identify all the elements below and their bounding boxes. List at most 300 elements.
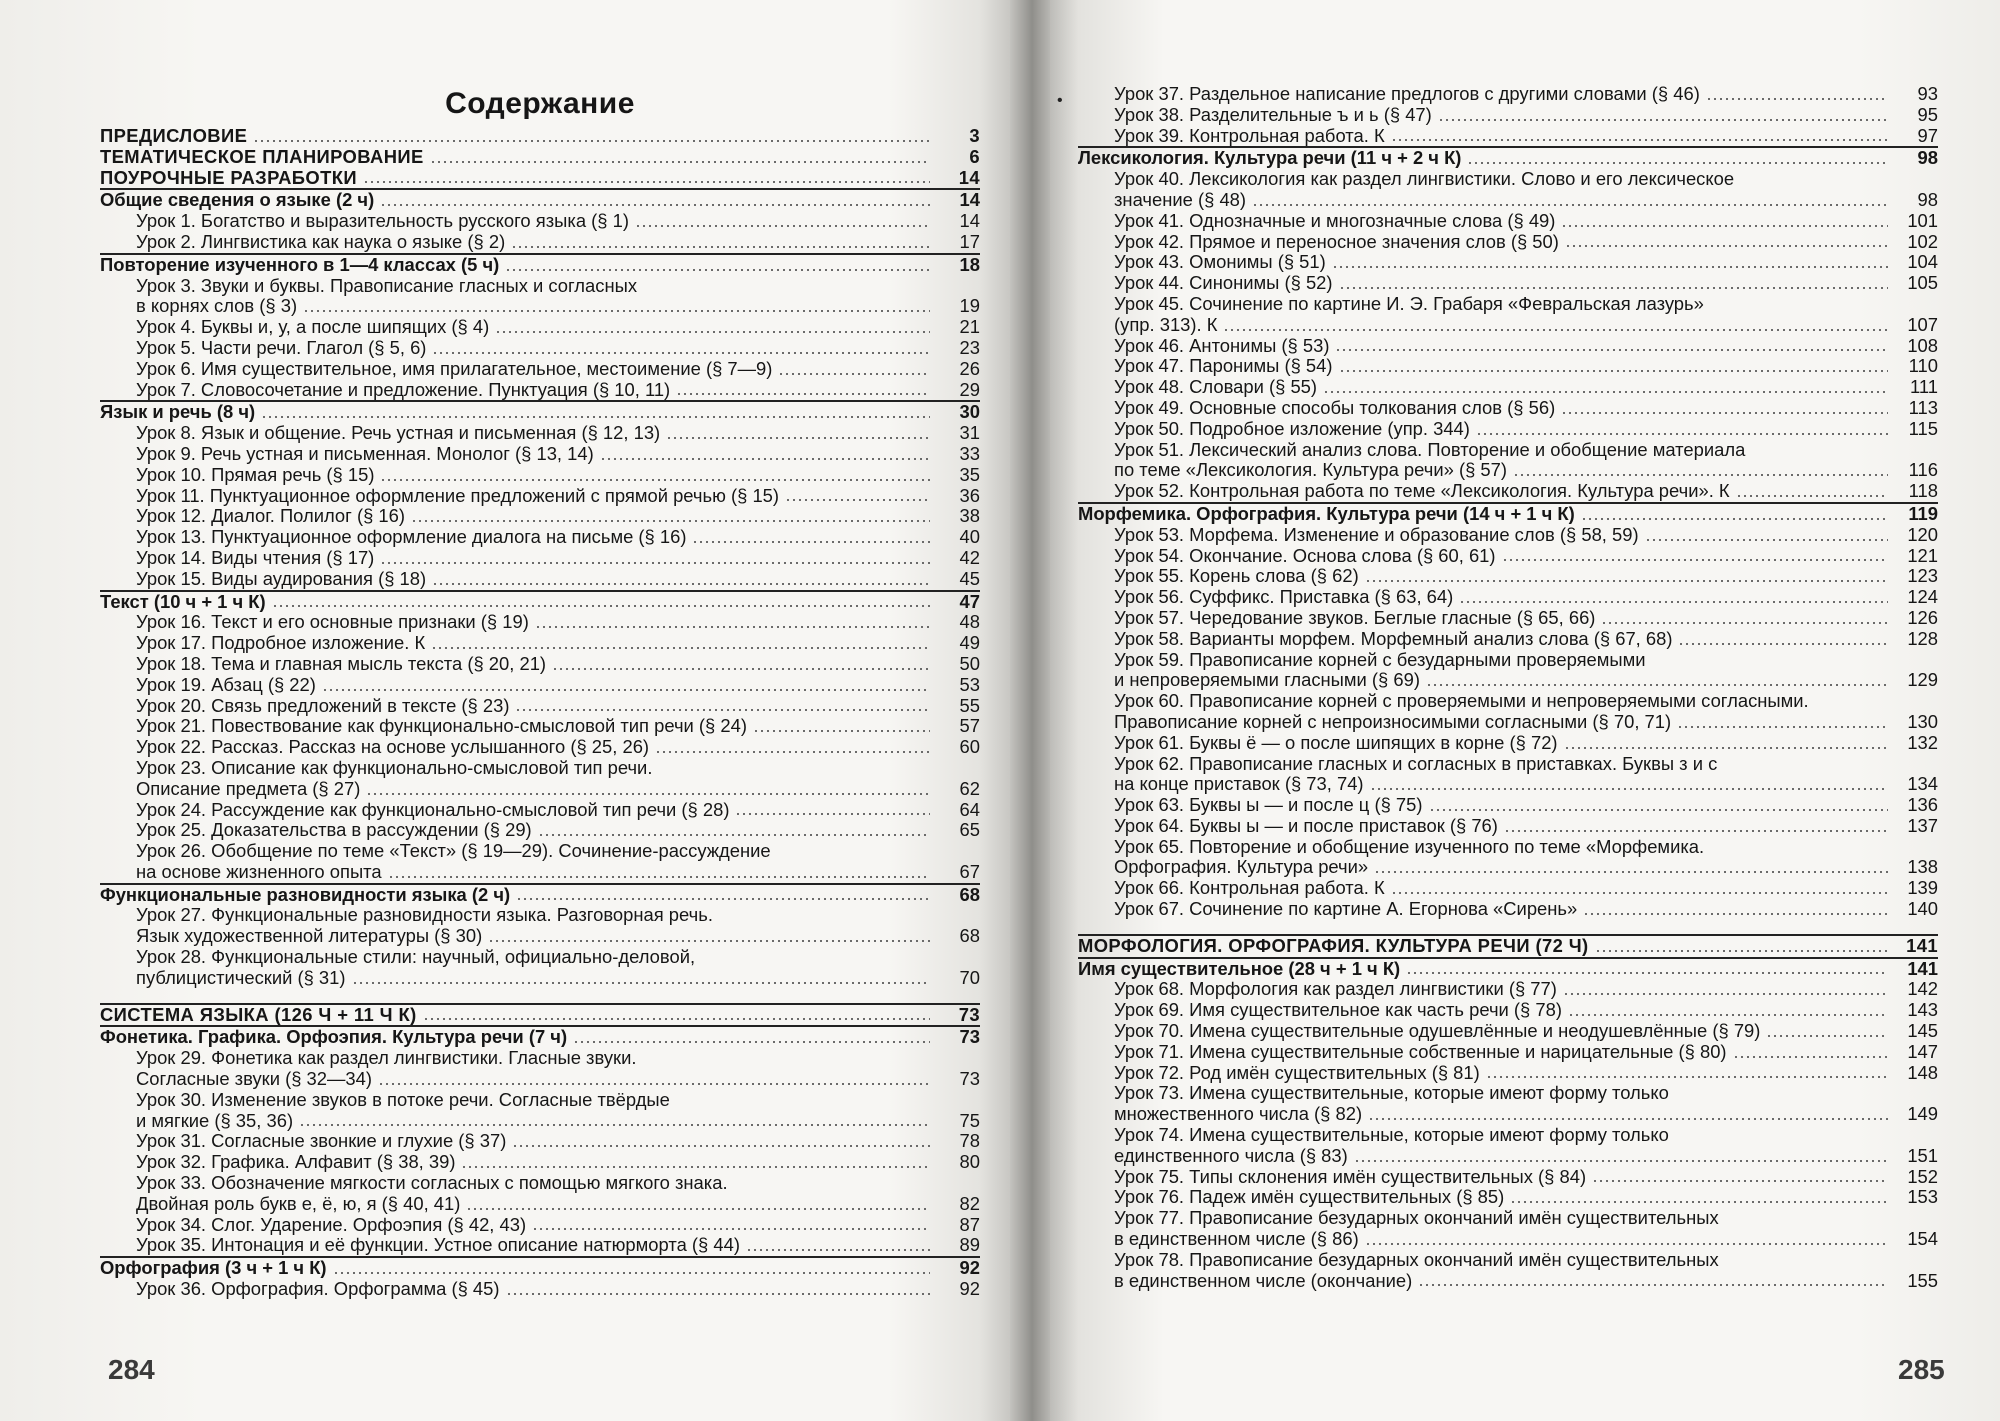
toc-entry-page: 53 xyxy=(959,673,980,695)
dot-leader xyxy=(635,216,930,228)
toc-entry-text: Урок 36. Орфография. Орфограмма (§ 45) xyxy=(136,1278,500,1300)
toc-entry-text: Имя существительное (28 ч + 1 ч К) xyxy=(1078,957,1401,979)
toc-section-heading xyxy=(100,400,980,423)
dot-leader xyxy=(1677,717,1888,729)
toc-entry-page: 152 xyxy=(1907,1165,1938,1187)
toc-entry-text: Урок 47. Паронимы (§ 54) xyxy=(1114,355,1333,377)
toc-entry xyxy=(100,486,980,507)
toc-entry xyxy=(100,1069,980,1090)
toc-entry-page: 95 xyxy=(1917,103,1938,125)
dot-leader xyxy=(719,910,930,922)
toc-entry-page: 73 xyxy=(959,1026,980,1048)
toc-entry-text: СИСТЕМА ЯЗЫКА (126 Ч + 11 Ч К) xyxy=(100,1003,417,1025)
dot-leader xyxy=(1406,963,1888,975)
toc-entry-page: 80 xyxy=(959,1151,980,1173)
toc-entry xyxy=(1078,273,1938,294)
toc-entry xyxy=(1078,1229,1938,1250)
toc-entry xyxy=(1078,1271,1938,1292)
toc-entry-text: Урок 37. Раздельное написание предлогов с другими словами (§ 46) xyxy=(1114,83,1700,104)
toc-entry-text: Урок 72. Род имён существительных (§ 81) xyxy=(1114,1061,1480,1083)
toc-entry-page: 93 xyxy=(1917,83,1938,104)
toc-entry-text: Урок 34. Слог. Ударение. Орфоэпия (§ 42, 43) xyxy=(136,1213,527,1235)
toc-entry-text: Урок 9. Речь устная и письменная. Монолог (§ 13, 14) xyxy=(136,442,594,464)
toc-entry-page: 14 xyxy=(959,189,980,211)
toc-entry xyxy=(1078,377,1938,398)
toc-entry-page: 129 xyxy=(1907,669,1938,691)
toc-entry-page: 151 xyxy=(1907,1144,1938,1166)
toc-entry-text: Орфография (3 ч + 1 ч К) xyxy=(100,1257,327,1279)
toc-entry-text: Урок 38. Разделительные ъ и ь (§ 47) xyxy=(1114,103,1432,125)
toc-entry-text: Урок 35. Интонация и её функции. Устное описание натюрморта (§ 44) xyxy=(136,1234,740,1256)
dot-leader xyxy=(1766,1026,1888,1038)
toc-entry-page: 19 xyxy=(959,295,980,317)
toc-entry-page: 40 xyxy=(959,526,980,548)
toc-entry-page: 73 xyxy=(958,1003,980,1025)
dot-leader xyxy=(535,617,930,629)
toc-entry-text: Повторение изученного в 1—4 классах (5 ч) xyxy=(100,253,500,275)
toc-entry xyxy=(100,779,980,800)
toc-entry-page: 38 xyxy=(959,505,980,527)
dot-leader xyxy=(643,280,930,292)
toc-entry-text: Урок 23. Описание как функционально-смысловой тип речи. xyxy=(136,756,653,778)
toc-entry-text: Урок 28. Функциональные стили: научный, официально-деловой, xyxy=(136,946,696,968)
toc-entry xyxy=(1078,979,1938,1000)
toc-entry-text: Урок 61. Буквы ё — о после шипящих в корне (§ 72) xyxy=(1114,731,1558,753)
dot-leader xyxy=(505,260,930,272)
toc-entry xyxy=(1078,878,1938,899)
toc-entry-page: 78 xyxy=(959,1130,980,1152)
toc-entry-page: 120 xyxy=(1907,523,1938,545)
dot-leader xyxy=(532,1219,930,1231)
toc-section-heading xyxy=(100,1003,980,1026)
toc-entry-text: Урок 43. Омонимы (§ 51) xyxy=(1114,251,1326,273)
toc-entry-text: Урок 63. Буквы ы — и после ц (§ 75) xyxy=(1114,794,1423,816)
toc-entry xyxy=(1078,356,1938,377)
toc-entry xyxy=(1078,857,1938,878)
toc-entry-text: Урок 39. Контрольная работа. К xyxy=(1114,124,1385,146)
toc-entry xyxy=(100,296,980,317)
toc-entry-page: 119 xyxy=(1908,502,1938,524)
dot-leader xyxy=(515,700,930,712)
toc-entry-text: и непроверяемыми гласными (§ 69) xyxy=(1114,669,1420,691)
toc-entry-page: 92 xyxy=(959,1278,980,1300)
toc-entry-page: 104 xyxy=(1907,251,1938,273)
dot-leader xyxy=(1486,1067,1888,1079)
dot-leader xyxy=(666,428,930,440)
toc-entry-text: Урок 4. Буквы и, у, а после шипящих (§ 4) xyxy=(136,316,490,338)
dot-leader xyxy=(692,532,930,544)
toc-entry xyxy=(1078,691,1938,712)
dot-leader xyxy=(735,804,930,816)
dot-leader xyxy=(1467,153,1888,165)
toc-entry xyxy=(1078,670,1938,691)
toc-entry-text: Орфография. Культура речи» xyxy=(1114,856,1369,878)
book-gutter xyxy=(1010,0,1050,1421)
toc-entry-text: Урок 62. Правописание гласных и согласных в приставках. Буквы з и с xyxy=(1114,752,1718,774)
toc-entry-text: Урок 55. Корень слова (§ 62) xyxy=(1114,565,1359,587)
dot-leader xyxy=(746,1240,930,1252)
toc-entry-page: 73 xyxy=(959,1068,980,1090)
dot-leader xyxy=(380,195,930,207)
toc-entry-text: Урок 14. Виды чтения (§ 17) xyxy=(136,546,375,568)
toc-entry-page: 55 xyxy=(959,694,980,716)
dot-leader xyxy=(1223,320,1888,332)
toc-entry xyxy=(100,1152,980,1173)
left-toc xyxy=(100,84,980,1300)
toc-entry xyxy=(1078,1208,1938,1229)
toc-entry-page: 89 xyxy=(959,1234,980,1256)
toc-entry-text: Урок 16. Текст и его основные признаки (§ 19) xyxy=(136,611,529,633)
toc-section-heading xyxy=(100,168,980,189)
dot-leader xyxy=(1706,89,1888,101)
toc-entry xyxy=(100,862,980,883)
dot-leader xyxy=(1391,883,1888,895)
dot-leader xyxy=(552,659,930,671)
dot-leader xyxy=(1332,257,1888,269)
section-gap xyxy=(100,989,980,1003)
dot-leader xyxy=(1561,403,1888,415)
dot-leader xyxy=(1513,465,1888,477)
dot-leader xyxy=(430,152,930,164)
toc-entry-page: 57 xyxy=(959,715,980,737)
toc-entry xyxy=(1078,712,1938,733)
toc-entry xyxy=(100,841,980,862)
toc-entry-text: Урок 19. Абзац (§ 22) xyxy=(136,673,316,695)
toc-entry-page: 155 xyxy=(1907,1269,1938,1291)
toc-entry xyxy=(1078,440,1938,461)
toc-entry-page: 70 xyxy=(959,966,980,988)
toc-entry xyxy=(1078,232,1938,253)
toc-entry-text: Урок 77. Правописание безударных окончаний имён существительных xyxy=(1114,1207,1719,1229)
toc-entry-page: 154 xyxy=(1907,1228,1938,1250)
toc-entry-text: Функциональные разновидности языка (2 ч) xyxy=(100,883,511,905)
dot-leader xyxy=(423,1009,930,1021)
toc-entry-text: Урок 20. Связь предложений в тексте (§ 23) xyxy=(136,694,510,716)
toc-entry-page: 87 xyxy=(959,1213,980,1235)
toc-section-heading xyxy=(100,590,980,613)
toc-entry-text: Урок 31. Согласные звонкие и глухие (§ 37) xyxy=(136,1130,507,1152)
dot-leader xyxy=(1645,530,1888,542)
toc-entry xyxy=(100,465,980,486)
toc-entry-page: 65 xyxy=(959,819,980,841)
toc-entry-text: Урок 41. Однозначные и многозначные слова (§ 49) xyxy=(1114,209,1556,231)
toc-entry-text: Урок 12. Диалог. Полилог (§ 16) xyxy=(136,505,406,527)
toc-entry xyxy=(100,317,980,338)
dot-leader xyxy=(363,172,930,184)
toc-entry-text: ПОУРОЧНЫЕ РАЗРАБОТКИ xyxy=(100,166,357,188)
toc-entry-text: по теме «Лексикология. Культура речи» (§ 57) xyxy=(1114,459,1508,481)
toc-entry xyxy=(1078,84,1938,105)
toc-entry-page: 98 xyxy=(1917,188,1938,210)
toc-entry-page: 123 xyxy=(1907,565,1938,587)
toc-entry-text: (упр. 313). К xyxy=(1114,313,1218,335)
dot-leader xyxy=(1418,1275,1888,1287)
toc-entry-page: 137 xyxy=(1907,814,1938,836)
toc-entry-text: Урок 51. Лексический анализ слова. Повторение и обобщение материала xyxy=(1114,438,1746,460)
toc-entry-page: 21 xyxy=(959,316,980,338)
toc-entry-page: 33 xyxy=(959,442,980,464)
toc-entry-text: Урок 56. Суффикс. Приставка (§ 63, 64) xyxy=(1114,586,1454,608)
toc-entry xyxy=(100,211,980,232)
toc-entry xyxy=(100,820,980,841)
toc-entry xyxy=(1078,1146,1938,1167)
dot-leader xyxy=(1652,654,1888,666)
toc-entry-page: 149 xyxy=(1907,1103,1938,1125)
toc-entry xyxy=(1078,899,1938,920)
dot-leader xyxy=(1815,696,1888,708)
toc-entry-page: 68 xyxy=(959,883,980,905)
toc-entry-text: Язык художественной литературы (§ 30) xyxy=(136,925,483,947)
dot-leader xyxy=(1564,738,1888,750)
toc-entry xyxy=(1078,754,1938,775)
dot-leader xyxy=(1725,1213,1888,1225)
toc-entry-page: 67 xyxy=(959,860,980,882)
toc-entry-page: 75 xyxy=(959,1109,980,1131)
toc-entry-page: 18 xyxy=(959,253,980,275)
dot-leader xyxy=(516,889,930,901)
toc-section-heading xyxy=(100,188,980,211)
toc-section-heading xyxy=(1078,502,1938,525)
dot-leader xyxy=(299,1115,930,1127)
toc-section-heading xyxy=(100,126,980,147)
dot-leader xyxy=(366,784,930,796)
toc-entry xyxy=(100,338,980,359)
dot-leader xyxy=(753,721,930,733)
toc-entry xyxy=(1078,1083,1938,1104)
toc-entry-text: Урок 33. Обозначение мягкости согласных с помощью мягкого знака. xyxy=(136,1172,728,1194)
dot-leader xyxy=(1323,382,1888,394)
toc-entry-text: Урок 53. Морфема. Изменение и образование слов (§ 58, 59) xyxy=(1114,523,1639,545)
dot-leader xyxy=(303,301,930,313)
toc-entry-page: 60 xyxy=(959,736,980,758)
dot-leader xyxy=(1365,571,1888,583)
toc-entry-text: Урок 57. Чередование звуков. Беглые гласные (§ 65, 66) xyxy=(1114,606,1596,628)
dot-leader xyxy=(511,237,930,249)
dot-leader xyxy=(1592,1171,1888,1183)
dot-leader xyxy=(778,364,930,376)
toc-entry xyxy=(1078,252,1938,273)
dot-leader xyxy=(676,1095,930,1107)
toc-entry-page: 6 xyxy=(969,145,980,167)
dot-leader xyxy=(380,553,930,565)
right-page-number: 285 xyxy=(1898,1354,1945,1385)
toc-entry xyxy=(1078,733,1938,754)
toc-entry xyxy=(100,654,980,675)
toc-entry-text: Урок 21. Повествование как функционально-смысловой тип речи (§ 24) xyxy=(136,715,747,737)
toc-entry-text: Урок 32. Графика. Алфавит (§ 38, 39) xyxy=(136,1151,456,1173)
toc-entry-text: Урок 5. Части речи. Глагол (§ 5, 6) xyxy=(136,336,427,358)
toc-section-heading xyxy=(1078,146,1938,169)
page-title: Содержание xyxy=(445,87,635,120)
toc-entry-text: Урок 26. Обобщение по теме «Текст» (§ 19—29). Сочинение-рассуждение xyxy=(136,840,771,862)
toc-entry-text: Урок 29. Фонетика как раздел лингвистики. Гласные звуки. xyxy=(136,1047,637,1069)
dot-leader xyxy=(495,322,930,334)
toc-entry-text: Общие сведения о языке (2 ч) xyxy=(100,189,375,211)
toc-entry-page: 35 xyxy=(959,463,980,485)
dot-leader xyxy=(1725,1255,1888,1267)
toc-entry xyxy=(100,1279,980,1300)
right-toc xyxy=(1078,84,1938,1291)
toc-entry-page: 105 xyxy=(1907,272,1938,294)
dot-leader xyxy=(600,449,930,461)
dot-leader xyxy=(1581,509,1888,521)
toc-entry xyxy=(100,1215,980,1236)
toc-entry-text: значение (§ 48) xyxy=(1114,188,1247,210)
toc-entry-text: Урок 64. Буквы ы — и после приставок (§ 76) xyxy=(1114,814,1498,836)
dot-leader xyxy=(1476,424,1888,436)
toc-entry xyxy=(1078,1167,1938,1188)
dot-leader xyxy=(655,742,930,754)
dot-leader xyxy=(1740,174,1888,186)
dot-leader xyxy=(411,511,930,523)
dot-leader xyxy=(322,680,930,692)
dot-leader xyxy=(642,1053,930,1065)
dot-leader xyxy=(1675,1130,1888,1142)
dot-leader xyxy=(432,343,930,355)
toc-entry-text: Урок 22. Рассказ. Рассказ на основе услышанного (§ 25, 26) xyxy=(136,736,650,758)
toc-entry xyxy=(1078,1000,1938,1021)
toc-entry xyxy=(1078,105,1938,126)
toc-entry xyxy=(100,968,980,989)
toc-entry-page: 153 xyxy=(1907,1186,1938,1208)
toc-entry-text: Урок 65. Повторение и обобщение изученного по теме «Морфемика. xyxy=(1114,835,1705,857)
toc-entry xyxy=(1078,546,1938,567)
toc-entry xyxy=(1078,1021,1938,1042)
toc-entry xyxy=(1078,398,1938,419)
dot-leader xyxy=(1561,216,1888,228)
toc-entry-page: 68 xyxy=(959,925,980,947)
dot-leader xyxy=(1595,941,1888,953)
dot-leader xyxy=(1568,1005,1888,1017)
toc-entry xyxy=(1078,336,1938,357)
toc-entry xyxy=(100,1194,980,1215)
toc-entry xyxy=(1078,1104,1938,1125)
toc-entry xyxy=(100,423,980,444)
toc-entry-page: 62 xyxy=(959,777,980,799)
toc-entry-text: в корнях слов (§ 3) xyxy=(136,295,298,317)
toc-entry xyxy=(1078,608,1938,629)
toc-entry-text: Урок 6. Имя существительное, имя прилагательное, местоимение (§ 7—9) xyxy=(136,357,773,379)
toc-entry-text: Урок 18. Тема и главная мысль текста (§ 20, 21) xyxy=(136,652,547,674)
toc-entry xyxy=(1078,566,1938,587)
toc-entry xyxy=(100,905,980,926)
toc-entry-page: 116 xyxy=(1908,459,1938,481)
toc-entry-page: 97 xyxy=(1917,124,1938,146)
toc-entry-page: 49 xyxy=(959,632,980,654)
dot-leader xyxy=(506,1284,930,1296)
toc-entry-page: 107 xyxy=(1907,313,1938,335)
toc-entry-text: Урок 74. Имена существительные, которые имеют форму только xyxy=(1114,1124,1669,1146)
dot-leader xyxy=(432,574,930,586)
dot-leader xyxy=(1601,613,1888,625)
toc-entry-page: 126 xyxy=(1907,606,1938,628)
toc-entry-text: Урок 15. Виды аудирования (§ 18) xyxy=(136,567,427,589)
dot-leader xyxy=(1678,634,1888,646)
dot-leader xyxy=(1710,299,1888,311)
toc-entry-text: Урок 40. Лексикология как раздел лингвистики. Слово и его лексическое xyxy=(1114,168,1735,190)
toc-entry-text: Урок 25. Доказательства в рассуждении (§ 29) xyxy=(136,819,532,841)
dot-leader xyxy=(380,470,930,482)
toc-entry-page: 23 xyxy=(959,336,980,358)
toc-entry-page: 111 xyxy=(1910,376,1938,398)
toc-entry xyxy=(100,716,980,737)
dot-leader xyxy=(1339,361,1889,373)
toc-entry xyxy=(100,737,980,758)
dot-leader xyxy=(1391,130,1888,142)
toc-entry xyxy=(1078,169,1938,190)
dot-leader xyxy=(333,1263,930,1275)
toc-entry-text: Урок 46. Антонимы (§ 53) xyxy=(1114,334,1330,356)
toc-entry xyxy=(100,633,980,654)
toc-entry xyxy=(100,1131,980,1152)
toc-entry-page: 140 xyxy=(1907,898,1938,920)
toc-entry xyxy=(1078,629,1938,650)
toc-entry-text: публицистический (§ 31) xyxy=(136,966,346,988)
toc-entry-page: 108 xyxy=(1907,334,1938,356)
toc-entry-page: 98 xyxy=(1917,147,1938,169)
toc-entry-text: в единственном числе (окончание) xyxy=(1114,1269,1413,1291)
toc-entry-page: 3 xyxy=(969,125,980,146)
toc-entry xyxy=(1078,126,1938,147)
dot-leader xyxy=(1426,675,1888,687)
toc-entry-text: Урок 7. Словосочетание и предложение. Пунктуация (§ 10, 11) xyxy=(136,378,671,400)
toc-entry xyxy=(100,506,980,527)
toc-entry-text: Урок 10. Прямая речь (§ 15) xyxy=(136,463,375,485)
toc-entry-text: единственного числа (§ 83) xyxy=(1114,1144,1348,1166)
dot-leader xyxy=(1252,195,1888,207)
toc-entry xyxy=(100,276,980,297)
toc-entry xyxy=(100,926,980,947)
toc-entry-text: Урок 76. Падеж имён существительных (§ 85) xyxy=(1114,1186,1505,1208)
toc-entry xyxy=(1078,837,1938,858)
toc-entry-text: Урок 78. Правописание безударных окончаний имён существительных xyxy=(1114,1248,1719,1270)
dot-leader xyxy=(512,1136,930,1148)
toc-entry xyxy=(100,800,980,821)
toc-entry xyxy=(100,612,980,633)
dot-leader xyxy=(461,1157,930,1169)
toc-entry-text: Урок 59. Правописание корней с безударными проверяемыми xyxy=(1114,648,1646,670)
toc-entry xyxy=(1078,419,1938,440)
toc-entry-page: 138 xyxy=(1907,856,1938,878)
toc-entry-text: Урок 68. Морфология как раздел лингвистики (§ 77) xyxy=(1114,978,1557,1000)
toc-entry-text: Урок 27. Функциональные разновидности языка. Разговорная речь. xyxy=(136,904,713,926)
dot-leader xyxy=(1370,779,1888,791)
toc-entry-page: 47 xyxy=(959,590,980,612)
dot-leader xyxy=(1565,236,1888,248)
toc-entry-text: Урок 2. Лингвистика как наука о языке (§ 2) xyxy=(136,230,506,252)
toc-entry xyxy=(1078,774,1938,795)
dot-leader xyxy=(1675,1088,1888,1100)
dot-leader xyxy=(1583,904,1888,916)
dot-leader xyxy=(734,1178,930,1190)
toc-entry-page: 92 xyxy=(959,1257,980,1279)
toc-entry-text: МОРФОЛОГИЯ. ОРФОГРАФИЯ. КУЛЬТУРА РЕЧИ (72 Ч) xyxy=(1078,934,1589,956)
toc-entry xyxy=(100,1111,980,1132)
margin-mark: • xyxy=(1057,92,1063,109)
toc-entry-page: 113 xyxy=(1908,396,1938,418)
toc-entry-text: Описание предмета (§ 27) xyxy=(136,777,361,799)
toc-entry-page: 45 xyxy=(959,567,980,589)
toc-entry-text: Фонетика. Графика. Орфоэпия. Культура речи (7 ч) xyxy=(100,1026,568,1048)
toc-entry-page: 134 xyxy=(1907,773,1938,795)
dot-leader xyxy=(1339,278,1888,290)
dot-leader xyxy=(466,1199,930,1211)
toc-entry-text: Урок 73. Имена существительные, которые имеют форму только xyxy=(1114,1082,1669,1104)
toc-entry-page: 29 xyxy=(959,378,980,400)
toc-entry-text: Урок 52. Контрольная работа по теме «Лексикология. Культура речи». К xyxy=(1114,480,1730,502)
toc-entry xyxy=(1078,1042,1938,1063)
dot-leader xyxy=(1335,340,1888,352)
